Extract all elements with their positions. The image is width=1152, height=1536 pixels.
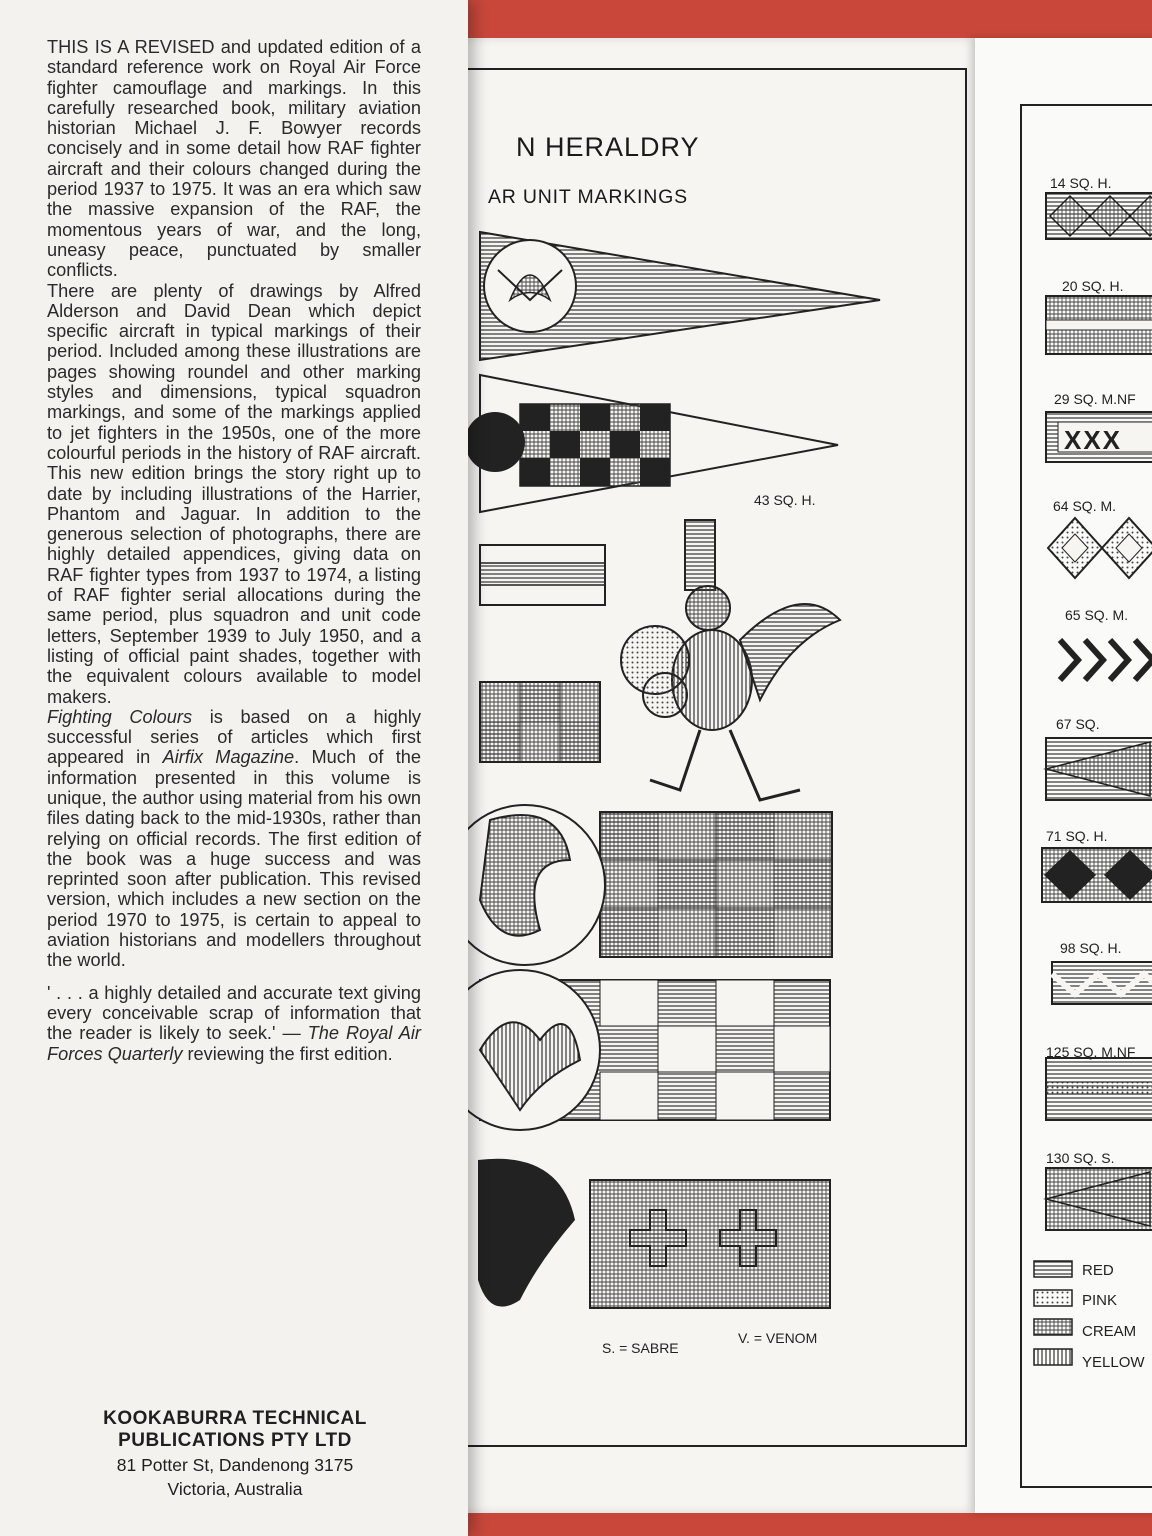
flap-blurb xyxy=(47,37,421,1064)
sq130-triangle xyxy=(1046,1168,1152,1230)
blurb-paragraph-2: There are plenty of drawings by Alfred Alderson and David Dean which depict specific aircraft in typical markings of their period. Included among these illustrations are pages showing roundel and other marking styles and dimensions, typical squadron markings, and some of the markings applied to jet fighters in the 1950s, one of the more colourful periods in the history of RAF aircraft. This new edition brings the story right up to date by including illustrations of the Harrier, Phantom and Jaguar. In addition to the generous selection of photographs, there are highly detailed appendices, giving data on RAF fighter types from 1937 to 1974, a listing of RAF fighter serial allocations during the same period, plus squadron and unit code letters, September 1939 to July 1950, and a listing of official paint shades, together with the equivalent colours available to model makers. xyxy=(47,280,421,707)
pennant-eagle xyxy=(480,232,880,360)
sq71-diamonds xyxy=(1042,848,1152,902)
legend-swatches xyxy=(1034,1261,1072,1365)
page-title: N HERALDRY xyxy=(516,132,700,162)
sq98-zigzag xyxy=(1052,962,1152,1004)
legend-pink: PINK xyxy=(1082,1292,1118,1309)
label-sq14: 14 SQ. H. xyxy=(1050,175,1112,191)
label-sq71: 71 SQ. H. xyxy=(1046,828,1108,844)
label-43-sq: 43 SQ. H. xyxy=(754,492,816,508)
label-sq125: 125 SQ. M.NF xyxy=(1046,1044,1136,1060)
publisher-address-line1: 81 Potter St, Dandenong 3175 xyxy=(116,1455,354,1475)
label-venom: V. = VENOM xyxy=(738,1330,818,1346)
magazine-title-italic: Airfix Magazine xyxy=(162,747,295,768)
review-quote: ' . . . a highly detailed and accurate text giving every conceivable scrap of information that the reader is likely to seek.' — The Royal Air Forces Quarterly reviewing the first edition. xyxy=(47,982,421,1064)
dust-jacket-flap xyxy=(0,0,468,1536)
rooster-mascot-43-sq xyxy=(621,520,840,800)
lion-marking xyxy=(445,805,832,965)
blurb-paragraph-3: Fighting Colours is based on a highly successful series of articles which first appeared in Airfix Magazine. Much of the information presented in this volume is unique, the author using material from his own files dating back to the mid-1930s, rather than relying on official records. The first edition of the book was a huge success and was reprinted soon after publication. This revised version, which includes a new section on the period 1970 to 1975, is certain to appeal to aviation historians and modellers throughout the world. xyxy=(47,706,421,971)
page-subtitle: AR UNIT MARKINGS xyxy=(488,186,688,208)
label-sq29: 29 SQ. M.NF xyxy=(1054,391,1136,407)
sq14-diamonds xyxy=(1046,193,1152,239)
review-source-italic: The Royal Air Forces Quarterly xyxy=(47,1023,421,1064)
sq67-triangle xyxy=(1046,738,1152,800)
legend-yellow: YELLOW xyxy=(1082,1354,1145,1371)
eagle-marking xyxy=(440,970,830,1130)
legend-cream: CREAM xyxy=(1082,1323,1137,1340)
sq20-bars xyxy=(1046,296,1152,354)
bar-marking xyxy=(480,545,605,605)
publisher-name-line2: PUBLICATIONS PTY LTD xyxy=(118,1430,352,1451)
crosses-marking xyxy=(478,1159,830,1308)
label-sabre: S. = SABRE xyxy=(602,1340,679,1356)
label-sq65: 65 SQ. M. xyxy=(1065,607,1129,623)
label-sq64: 64 SQ. M. xyxy=(1053,498,1117,514)
x-marks: XXX xyxy=(1064,425,1123,455)
sq125-bar xyxy=(1046,1058,1152,1120)
label-sq130: 130 SQ. S. xyxy=(1046,1150,1115,1166)
sq65-chevrons xyxy=(1060,640,1152,680)
label-sq98: 98 SQ. H. xyxy=(1060,940,1122,956)
publisher-block xyxy=(60,1408,410,1500)
publisher-name-line1: KOOKABURRA TECHNICAL xyxy=(103,1408,367,1429)
box-marking xyxy=(480,682,600,762)
sq64-diamonds xyxy=(1048,518,1152,578)
book-title-italic: Fighting Colours xyxy=(47,706,193,727)
label-sq67: 67 SQ. xyxy=(1056,716,1100,732)
blurb-paragraph-1: THIS IS A REVISED and updated edition of a standard reference work on Royal Air Force fighter camouflage and markings. In this carefully researched book, military aviation historian Michael J. F. Bowyer records concisely and in some detail how RAF fighter aircraft and their colours changed during the period 1937 to 1975. It was an era which saw the massive expansion of the RAF, the momentous years of war, and the long, uneasy peace, punctuated by smaller conflicts. xyxy=(47,37,421,281)
legend-red: RED xyxy=(1082,1262,1114,1279)
label-sq20: 20 SQ. H. xyxy=(1062,278,1124,294)
publisher-address-line2: Victoria, Australia xyxy=(167,1479,303,1499)
